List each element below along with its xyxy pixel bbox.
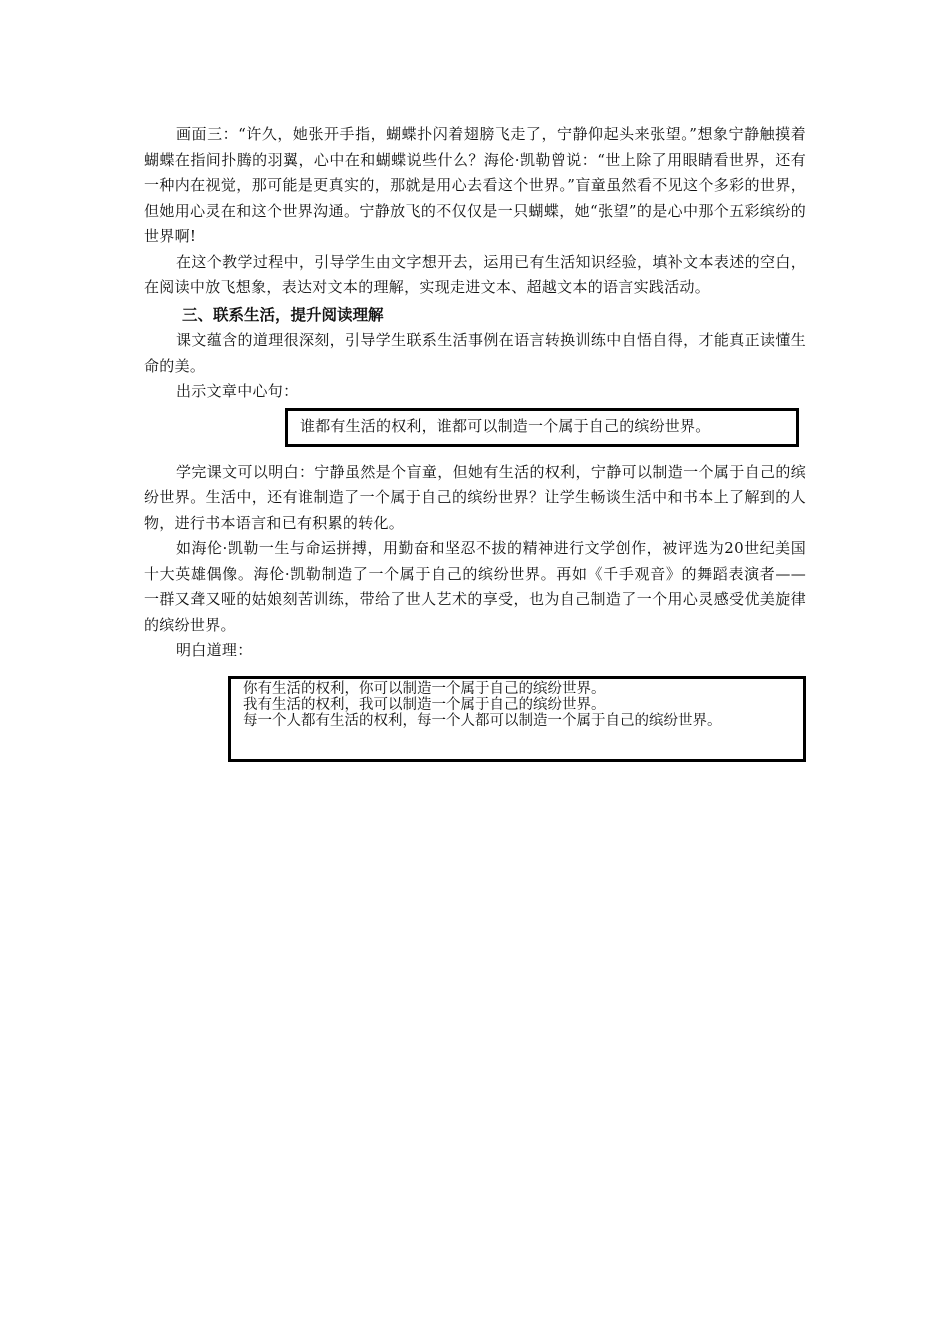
central-sentence-box [285,408,799,447]
paragraph-show-central-sentence: 出示文章中心句： [176,382,299,400]
paragraph-after-lesson: 学完课文可以明白：宁静虽然是个盲童，但她有生活的权利，宁静可以制造一个属于自己的缤纷世界。生活中，还有谁制造了一个属于自己的缤纷世界？让学生畅谈生活中和书本上了解到的人物，进行书本语言和已有积累的转化。 [144,462,806,532]
paragraph-lesson-meaning: 课文蕴含的道理很深刻，引导学生联系生活事例在语言转换训练中自悟自得，才能真正读懂生命的美。 [144,331,806,375]
principle-line-everyone: 每一个人都有生活的权利，每一个人都可以制造一个属于自己的缤纷世界。 [243,712,722,729]
principle-line-me: 我有生活的权利，我可以制造一个属于自己的缤纷世界。 [243,696,606,713]
principle-box [228,676,806,762]
paragraph-examples: 如海伦·凯勒一生与命运拼搏，用勤奋和坚忍不拔的精神进行文学创作，被评选为20世纪美国十大英雄偶像。海伦·凯勒制造了一个属于自己的缤纷世界。再如《千手观音》的舞蹈表演者——一群又聋又哑的姑娘刻苦训练，带给了世人艺术的享受，也为自己制造了一个用心灵感受优美旋律的缤纷世界。 [144,539,806,634]
paragraph-teaching-process: 在这个教学过程中，引导学生由文字想开去，运用已有生活知识经验，填补文本表述的空白，在阅读中放飞想象，表达对文本的理解，实现走进文本、超越文本的语言实践活动。 [144,252,806,296]
section-heading: 三、联系生活，提升阅读理解 [182,305,384,324]
paragraph-scene-three: 画面三：“许久，她张开手指，蝴蝶扑闪着翅膀飞走了，宁静仰起头来张望。”想象宁静触摸着蝴蝶在指间扑腾的羽翼，心中在和蝴蝶说些什么？海伦·凯勒曾说：“世上除了用眼睛看世界，还有一种内在视觉，那可能是更真实的，那就是用心去看这个世界。”盲童虽然看不见这个多彩的世界，但她用心灵在和这个世界沟通。宁静放飞的不仅仅是一只蝴蝶，她“张望”的是心中那个五彩缤纷的世界啊! [144,125,806,245]
paragraph-understand-principle: 明白道理： [176,641,253,659]
principle-line-you: 你有生活的权利，你可以制造一个属于自己的缤纷世界。 [243,680,606,697]
central-sentence-text: 谁都有生活的权利，谁都可以制造一个属于自己的缤纷世界。 [300,416,711,435]
document-page [144,122,806,762]
